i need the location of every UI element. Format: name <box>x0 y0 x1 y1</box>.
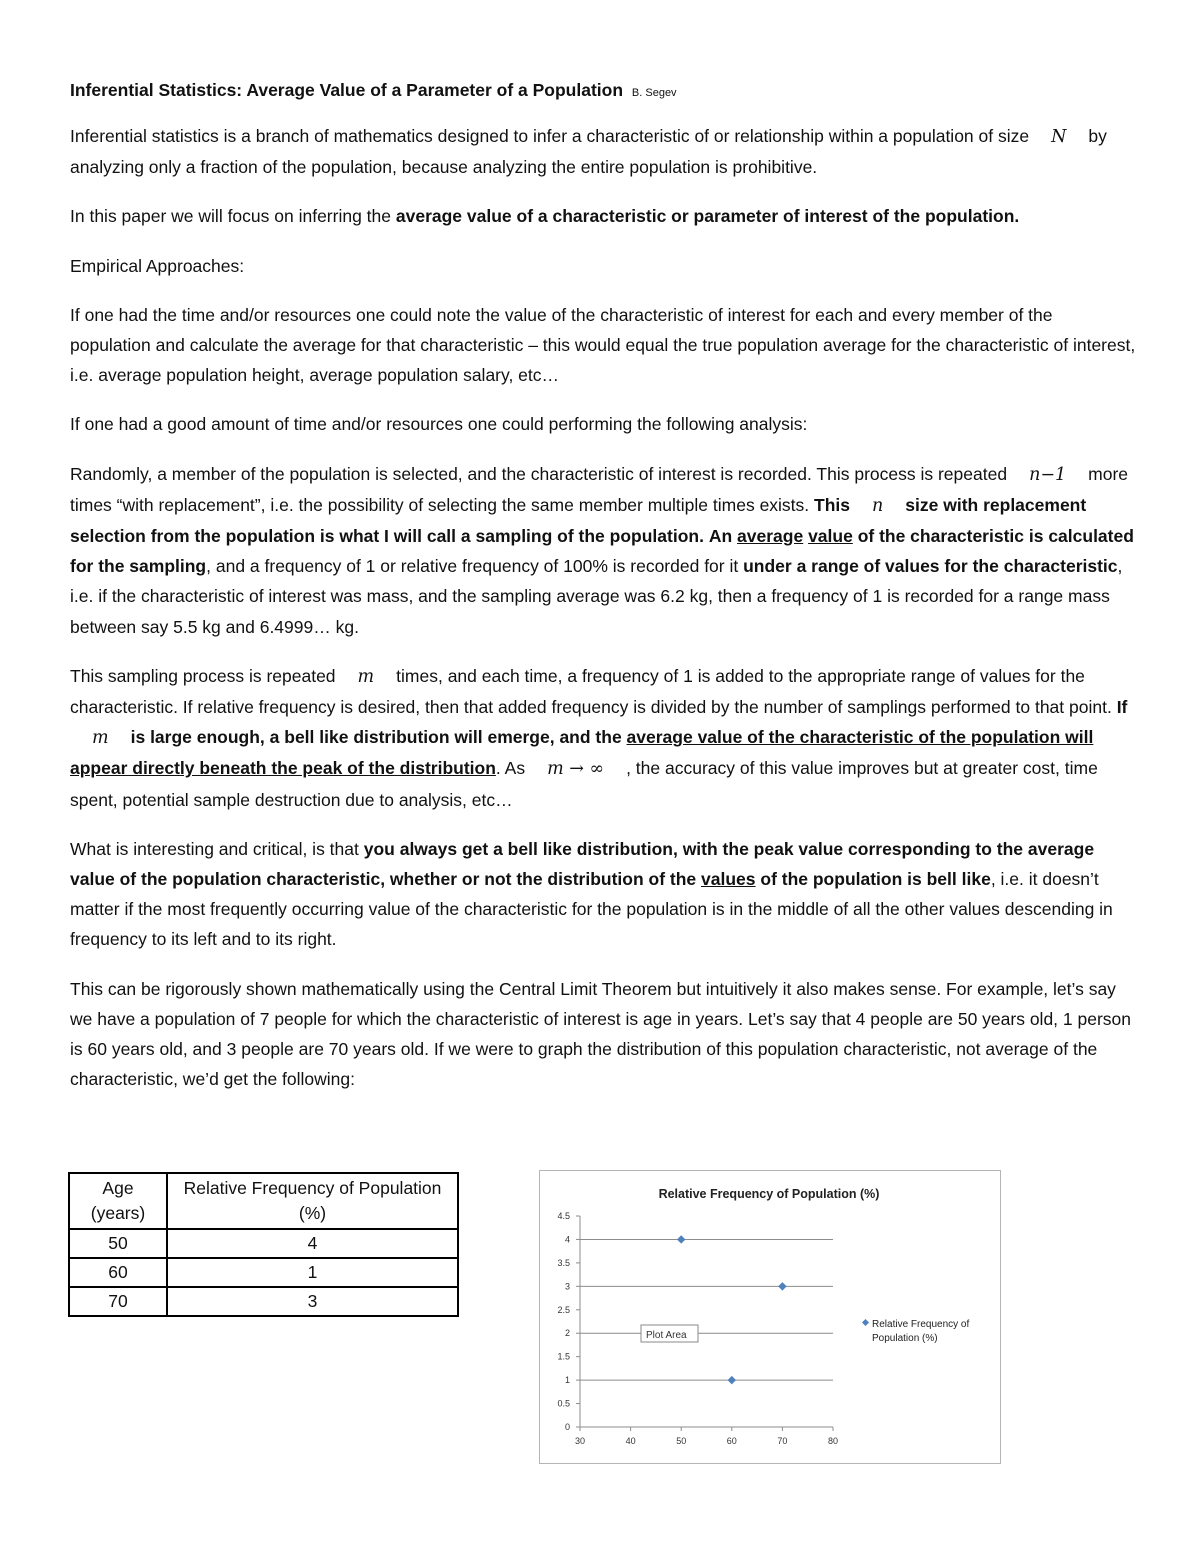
symbol-n: n <box>872 495 884 516</box>
para6-text-i: of the characteristic is calculated for the sampling <box>70 526 1134 577</box>
data-point <box>778 1282 786 1290</box>
plot-area-label: Plot Area <box>646 1330 687 1341</box>
y-tick-label: 3 <box>564 1281 570 1292</box>
heading-empirical: Empirical Approaches: <box>70 255 245 276</box>
para7-text-f: . As <box>495 758 526 779</box>
symbol-m-2: m <box>92 728 109 749</box>
document-page <box>70 78 1136 1113</box>
x-tick-label: 30 <box>574 1436 586 1446</box>
y-tick-label: 3.5 <box>557 1257 570 1268</box>
title-text: Inferential Statistics: Average Value of a Parameter of a Population <box>70 80 624 100</box>
para6-text-c: This <box>814 494 851 515</box>
para6-text-b: more times “with replacement”, i.e. the possibility of selecting the same member multiple times exists. <box>70 463 1129 515</box>
cell-frequency: 3 <box>167 1287 458 1316</box>
x-tick-label: 80 <box>827 1436 839 1446</box>
legend-marker <box>862 1319 869 1326</box>
para6-text-a: Randomly, a member of the population is selected, and the characteristic of interest is recorded. This process is repeated <box>70 463 1008 484</box>
table-row <box>69 1229 458 1258</box>
para1-text-b: by analyzing only a fraction of the population, because analyzing the entire population is prohibitive. <box>70 126 1107 178</box>
y-tick-label: 2.5 <box>557 1304 570 1315</box>
grid-lines <box>580 1239 833 1380</box>
paragraph-focus <box>70 201 1136 231</box>
x-tick-label: 60 <box>726 1436 737 1446</box>
para1-text-a: Inferential statistics is a branch of mathematics designed to infer a characteristic of or relationship within a population of size <box>70 126 1030 146</box>
paragraph-example: This can be rigorously shown mathematically using the Central Limit Theorem but intuitively it also makes sense. For example, let’s say we have a population of 7 people for which the characteristic of interest is age in years. Let’s say that 4 people are 50 years old, 1 person is 60 years old, and 3 people are 70 years old. If we were to graph the distribution of this population characteristic, not average of the characteristic, we’d get the following: <box>70 978 1132 1090</box>
x-tick-label: 40 <box>625 1436 636 1446</box>
chart-legend <box>862 1319 970 1344</box>
para7-text-e: average value of the characteristic of the population will appear directly beneath the peak of the distribution <box>70 727 1094 779</box>
plot-area-annotation <box>641 1325 698 1342</box>
para7-text-b: times, and each time, a frequency of 1 is added to the appropriate range of values for the characteristic. If relative frequency is desired, then that added frequency is divided by the number of samplings performed to that point. <box>70 665 1117 718</box>
para7-text-d: is large enough, a bell like distribution will emerge, and the <box>130 727 627 748</box>
para2-text-b: average value of a characteristic or parameter of interest of the population. <box>395 206 1020 227</box>
para6-text-j: , and a frequency of 1 or relative frequency of 100% is recorded for it <box>206 556 744 577</box>
cell-frequency: 4 <box>167 1229 458 1258</box>
table-row <box>69 1258 458 1287</box>
paragraph-repeat <box>70 661 1136 815</box>
para6-text-k: under a range of values for the characteristic <box>743 556 1118 577</box>
x-tick-label: 50 <box>676 1436 687 1446</box>
paragraph-sampling <box>70 459 1136 642</box>
cell-age: 60 <box>69 1258 167 1287</box>
header-relative-frequency: Relative Frequency of Population (%) <box>167 1173 458 1229</box>
cell-age: 50 <box>69 1229 167 1258</box>
y-tick-label: 1.5 <box>557 1351 570 1362</box>
para7-text-c: If <box>1116 697 1128 718</box>
para6-text-l: , i.e. if the characteristic of interest was mass, and the sampling average was 6.2 kg, then a frequency of 1 is recorded for a range mass between say 5.5 kg and 6.4999… kg. <box>70 556 1123 637</box>
author-name: B. Segev <box>631 87 677 99</box>
chart-svg <box>540 1171 1000 1463</box>
symbol-N: N <box>1051 127 1067 147</box>
para6-text-e: An <box>708 526 738 547</box>
frequency-table <box>68 1172 459 1317</box>
x-tick-label: 70 <box>777 1436 788 1446</box>
data-points <box>677 1235 787 1384</box>
cell-frequency: 1 <box>167 1258 458 1287</box>
cell-age: 70 <box>69 1287 167 1316</box>
legend-label-line2: Population (%) <box>872 1333 938 1344</box>
legend-label-line1: Relative Frequency of <box>872 1319 970 1330</box>
para8-text-d: of the population is bell like <box>755 869 991 890</box>
data-point <box>677 1235 685 1243</box>
para8-text-a: What is interesting and critical, is that <box>70 838 364 859</box>
axes <box>576 1216 833 1431</box>
y-tick-label: 0 <box>564 1422 570 1432</box>
paragraph-good-amount: If one had a good amount of time and/or resources one could performing the following analysis: <box>70 414 808 435</box>
symbol-m: m <box>357 666 375 687</box>
paragraph-full-population: If one had the time and/or resources one could note the value of the characteristic of interest for each and every member of the population and calculate the average for that characteristic – this would equal the true population average for the characteristic of interest, i.e. average population height, average population salary, etc… <box>70 304 1136 386</box>
y-tick-label: 4.5 <box>557 1211 570 1221</box>
paragraph-critical <box>70 834 1136 955</box>
scatter-chart <box>539 1170 1001 1464</box>
para6-text-d: size with replacement selection from the population is what I will call a sampling of the population. <box>70 494 1087 547</box>
y-tick-label: 1 <box>564 1375 570 1386</box>
y-tick-label: 4 <box>564 1234 570 1245</box>
table-row <box>69 1287 458 1316</box>
y-tick-label: 0.5 <box>557 1398 570 1409</box>
para8-text-b: you always get a bell like distribution, with the peak value corresponding to the average value of the population characteristic, whether or not the distribution of the <box>70 838 1095 890</box>
para7-text-a: This sampling process is repeated <box>70 665 336 686</box>
para8-text-e: , i.e. it doesn’t matter if the most frequently occurring value of the characteristic for the population is in the middle of all the other values descending in frequency to its left and to its right. <box>70 869 1113 950</box>
document-title <box>70 78 1136 105</box>
para2-text-a: In this paper we will focus on inferring the <box>70 206 396 227</box>
data-point <box>728 1376 736 1384</box>
chart-title: Relative Frequency of Population (%) <box>658 1187 880 1201</box>
symbol-n-minus-1: n−1 <box>1029 464 1067 485</box>
para8-text-c: values <box>701 869 756 890</box>
table-header-row <box>69 1173 458 1229</box>
para6-text-f: average <box>737 526 804 547</box>
paragraph-intro <box>70 121 1136 182</box>
header-age: Age (years) <box>69 1173 167 1229</box>
symbol-m-infinity: m → ∞ <box>547 759 605 780</box>
para7-text-g: , the accuracy of this value improves but at greater cost, time spent, potential sample destruction due to analysis, etc… <box>70 758 1098 810</box>
y-tick-label: 2 <box>564 1328 570 1339</box>
para6-text-h: value <box>808 526 853 547</box>
